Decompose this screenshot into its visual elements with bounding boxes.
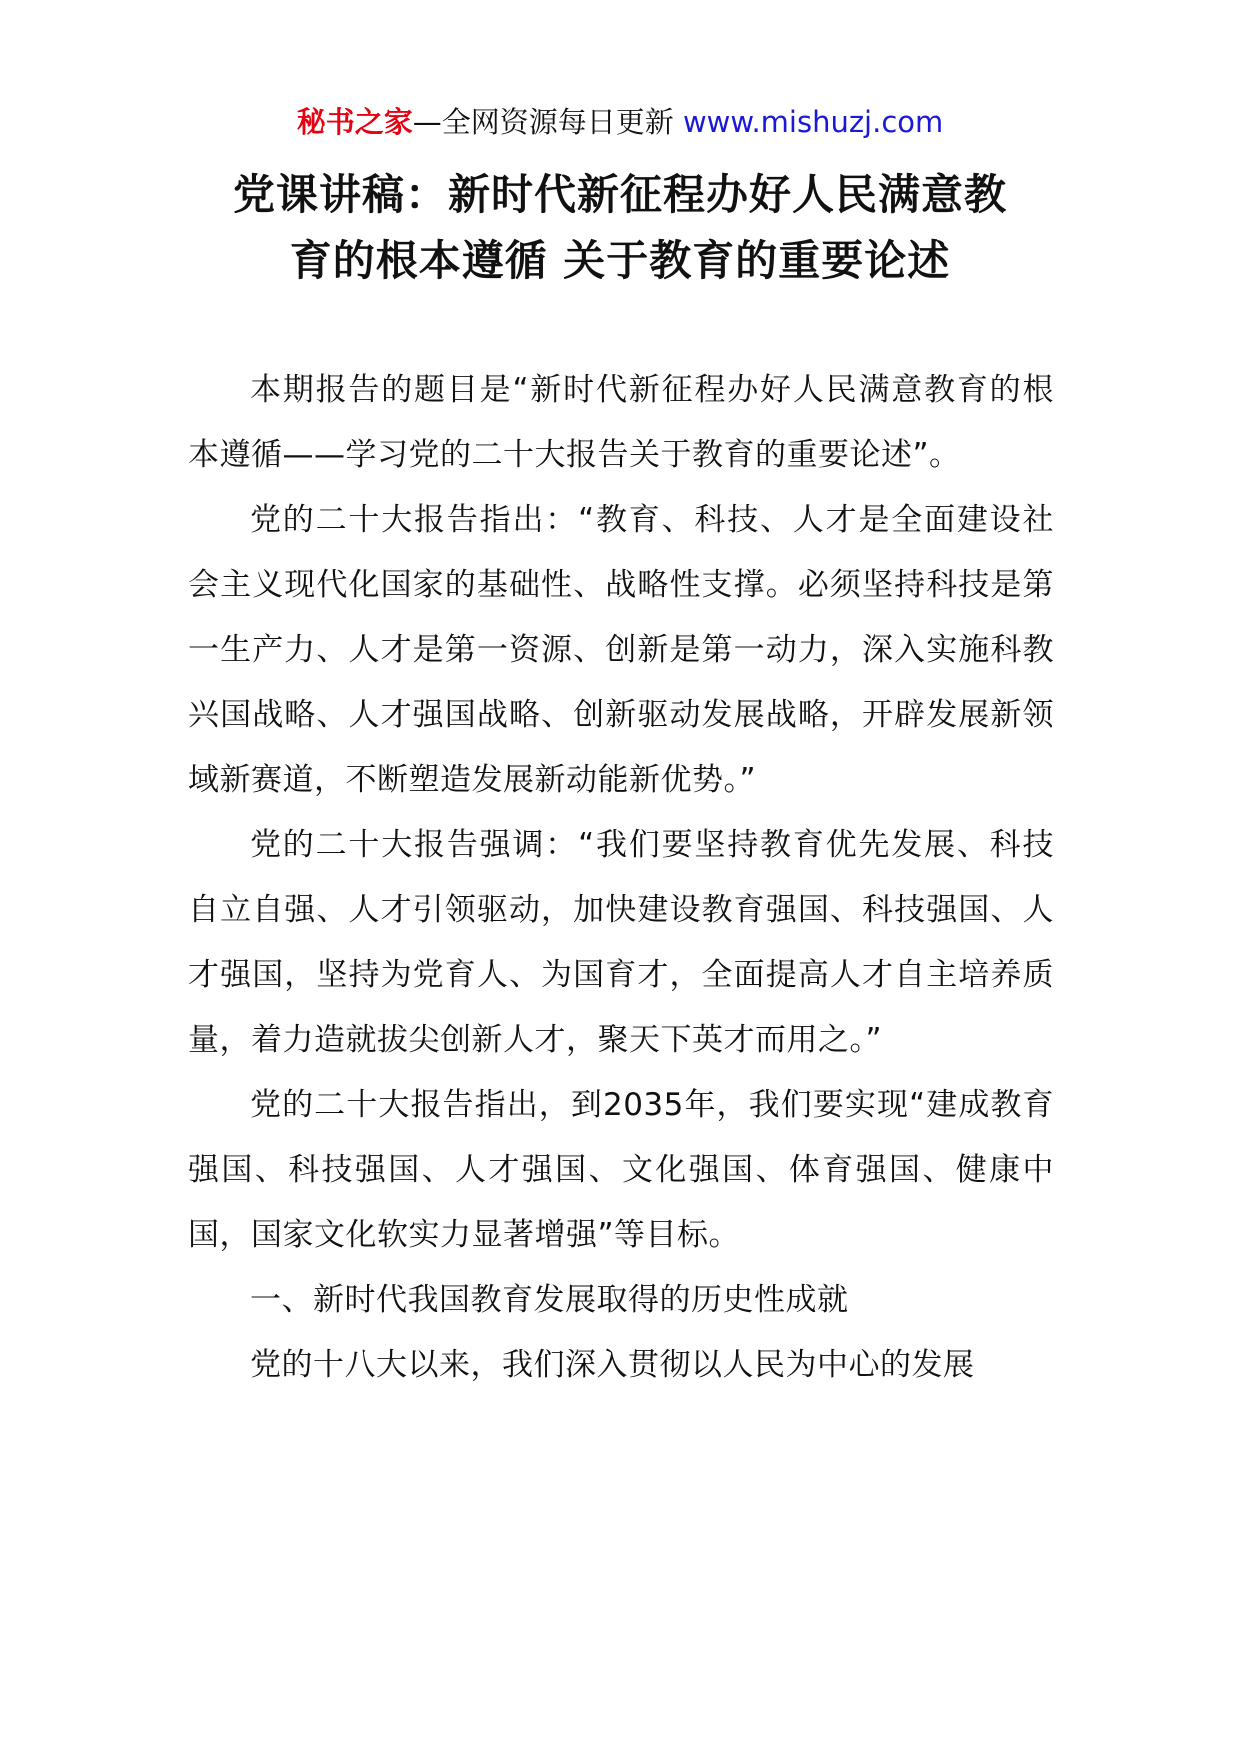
- site-tagline: —全网资源每日更新: [412, 105, 674, 139]
- paragraph: 党的二十大报告指出：“教育、科技、人才是全面建设社会主义现代化国家的基础性、战略性支撑。必须坚持科技是第一生产力、人才是第一资源、创新是第一动力，深入实施科教兴国战略、人才强国战略、创新驱动发展战略，开辟发展新领域新赛道，不断塑造发展新动能新优势。”: [188, 502, 1054, 798]
- site-header: [0, 100, 1240, 144]
- site-url-link[interactable]: www.mishuzj.com: [682, 105, 944, 139]
- document-title: [180, 162, 1060, 294]
- paragraph: 党的十八大以来，我们深入贯彻以人民为中心的发展: [250, 1347, 975, 1383]
- paragraph: 本期报告的题目是“新时代新征程办好人民满意教育的根本遵循——学习党的二十大报告关于教育的重要论述”。: [188, 372, 1054, 473]
- document-body: [188, 358, 1054, 1398]
- paragraph: 党的二十大报告指出，到2035年，我们要实现“建成教育强国、科技强国、人才强国、文化强国、体育强国、健康中国，国家文化软实力显著增强”等目标。: [188, 1087, 1054, 1253]
- paragraph: 党的二十大报告强调：“我们要坚持教育优先发展、科技自立自强、人才引领驱动，加快建设教育强国、科技强国、人才强国，坚持为党育人、为国育才，全面提高人才自主培养质量，着力造就拔尖创新人才，聚天下英才而用之。”: [188, 827, 1054, 1058]
- title-line-1: 党课讲稿：新时代新征程办好人民满意教: [232, 170, 1007, 219]
- site-brand: 秘书之家: [296, 105, 413, 139]
- section-heading: 一、新时代我国教育发展取得的历史性成就: [250, 1282, 849, 1318]
- title-line-2: 育的根本遵循 关于教育的重要论述: [289, 236, 951, 285]
